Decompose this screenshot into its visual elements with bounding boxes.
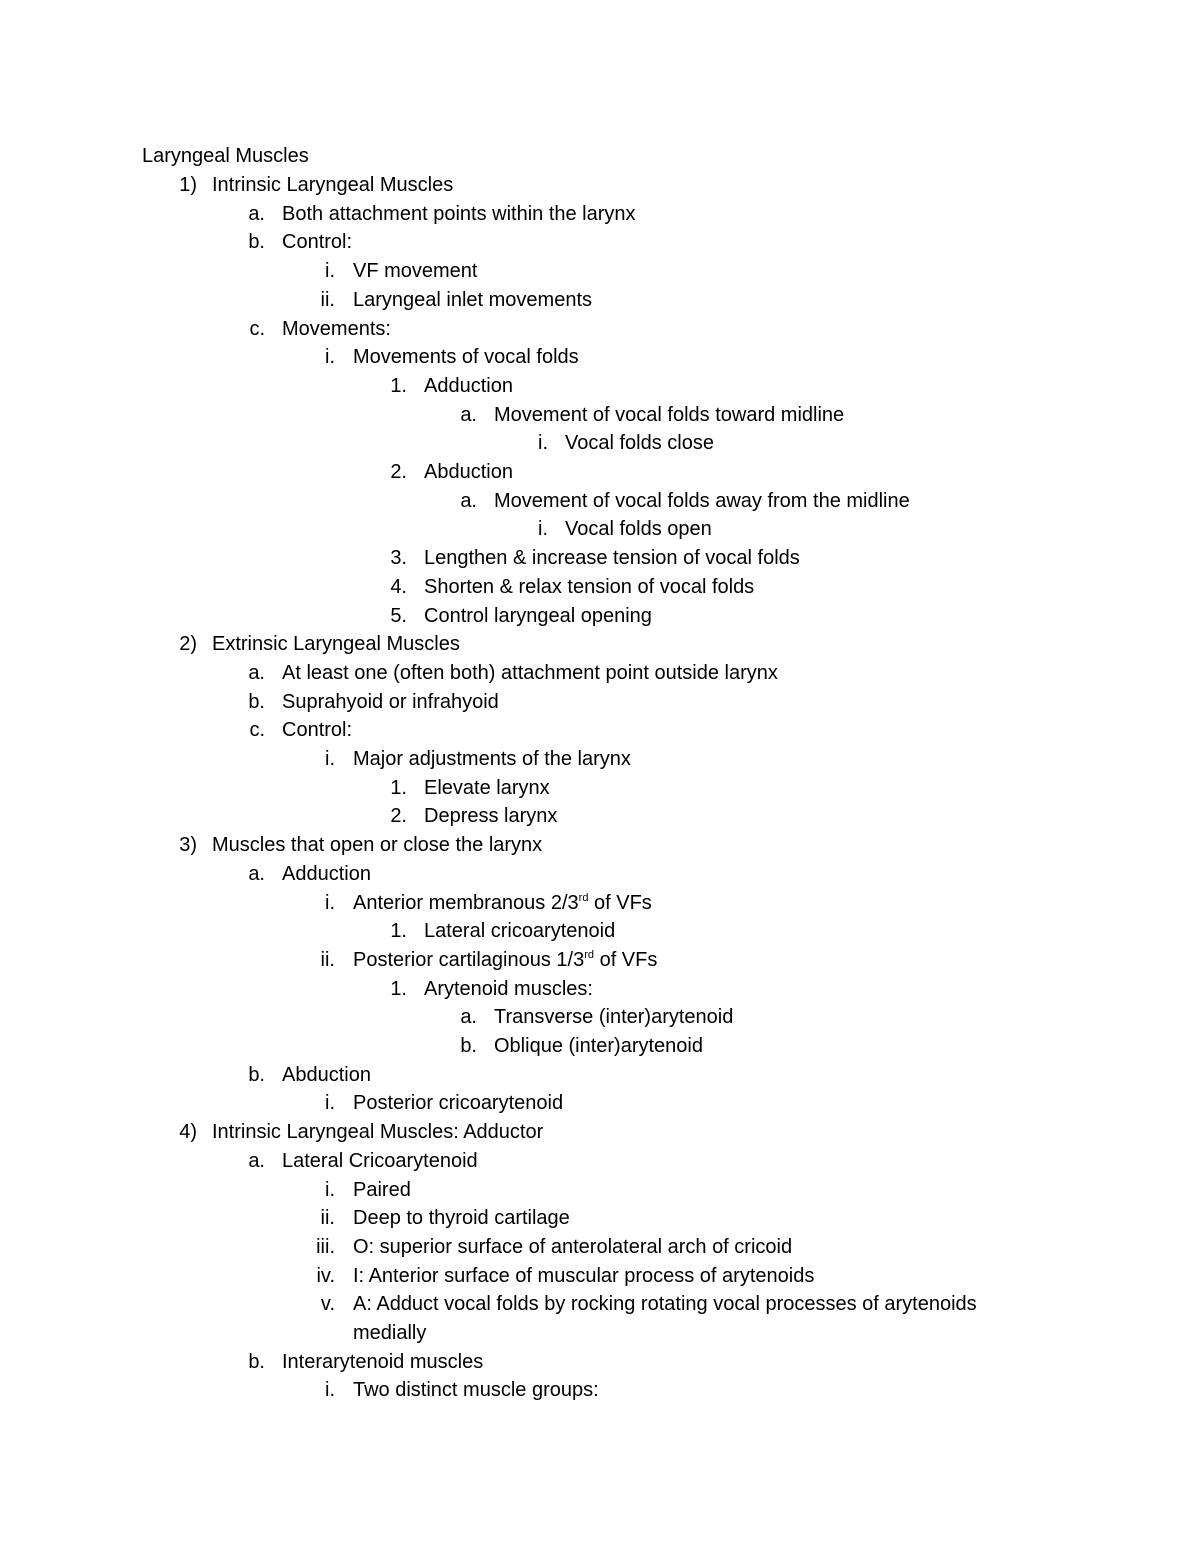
list-item-main: Vocal folds close [565,432,714,455]
list-marker: 2) [179,633,197,656]
list-marker: 4. [390,575,407,598]
list-item-main: Abduction [282,1063,371,1086]
list-marker: 2. [390,461,407,483]
outline-item [0,401,1200,429]
list-marker: b. [460,1035,477,1057]
list-marker: 1. [390,776,407,799]
list-item-suffix: of VFs [594,948,658,971]
list-item-text [353,745,631,773]
outline-item [0,1003,1200,1031]
list-item-main: Oblique (inter)arytenoid [494,1035,703,1057]
outline-item [0,774,1200,802]
list-item-main: Movement of vocal folds away from the midline [494,489,910,512]
list-marker: iv. [316,1264,335,1287]
list-item-main: A: Adduct vocal folds by rocking rotating vocal processes of arytenoids [353,1293,977,1316]
list-item-main: Transverse (inter)arytenoid [494,1006,734,1029]
list-item-main: Both attachment points within the larynx [282,202,636,225]
outline-item [0,688,1200,716]
outline-item [0,487,1200,515]
outline-item [0,745,1200,773]
outline-item [0,1319,1200,1347]
list-marker: i. [325,260,335,283]
list-item-text [494,487,910,515]
list-marker: iii. [316,1235,335,1258]
list-item-main: O: superior surface of anterolateral arch of cricoid [353,1235,793,1258]
list-item-main: VF movement [353,260,478,283]
list-marker: 1. [390,920,407,943]
list-marker: ii. [320,1207,335,1230]
list-item-text [494,1003,733,1031]
outline-item [0,946,1200,974]
outline-item [0,257,1200,285]
list-item-text [565,429,714,457]
list-item-text [353,1376,599,1404]
list-item-main: Elevate larynx [424,776,550,799]
list-marker: v. [320,1293,335,1316]
list-item-main: Lateral cricoarytenoid [424,920,616,943]
list-item-main: Control laryngeal opening [424,604,652,627]
list-item-main: Movement of vocal folds toward midline [494,403,845,426]
list-marker: 1) [179,174,197,196]
list-item-main: Abduction [424,461,513,483]
list-item-text [282,659,778,687]
list-item-text [282,688,499,716]
list-item-text [424,602,652,630]
list-item-main: Intrinsic Laryngeal Muscles: Adductor [212,1121,544,1144]
list-item-text [424,802,557,830]
list-item-text [353,1176,411,1204]
list-item-text [353,1233,792,1261]
outline-item [0,1089,1200,1117]
list-item-text [424,573,754,601]
list-item-text [424,372,513,400]
list-item-text [282,228,352,256]
list-marker: i. [538,518,548,541]
outline-item [0,458,1200,486]
list-item-text [282,716,352,744]
list-item-text [424,458,513,486]
list-marker: a. [248,1149,265,1172]
list-marker: 3. [390,547,407,570]
list-marker: a. [460,1006,477,1029]
list-item-text [353,257,477,285]
outline-item [0,372,1200,400]
list-marker: a. [460,403,477,426]
outline-item [0,659,1200,687]
list-item-text [353,946,657,974]
list-item-main: Extrinsic Laryngeal Muscles [212,633,460,656]
list-item-text [424,917,615,945]
list-item-text [282,1061,371,1089]
list-marker: 2. [390,805,407,828]
list-marker: b. [248,1350,265,1373]
list-marker: b. [248,1063,265,1086]
outline-item [0,573,1200,601]
list-item-main: Movements of vocal folds [353,346,579,369]
list-item-main: Lengthen & increase tension of vocal folds [424,547,800,570]
list-item-main: Shorten & relax tension of vocal folds [424,575,755,598]
list-item-text [282,1147,478,1175]
list-item-text [282,200,636,228]
outline-item [0,1290,1200,1318]
list-item-main: Paired [353,1178,411,1201]
list-item-main: At least one (often both) attachment point outside larynx [282,661,778,684]
list-item-text [565,515,712,543]
outline-item [0,1204,1200,1232]
list-marker: c. [249,719,265,742]
outline-item [0,1262,1200,1290]
list-item-text [353,343,579,371]
list-item-main: medially [353,1322,427,1344]
list-item-text [353,1319,426,1347]
list-item-suffix: of VFs [588,891,652,914]
list-item-text [282,860,371,888]
outline-item [0,1348,1200,1376]
list-marker: i. [325,1178,335,1201]
list-marker: c. [249,317,265,340]
list-marker: i. [325,1379,335,1402]
list-marker: a. [460,489,477,512]
list-item-text [212,171,453,199]
outline-item [0,1118,1200,1146]
list-item-text [424,544,800,572]
list-item-main: Movements: [282,317,391,340]
list-marker: i. [325,891,335,914]
list-marker: 1. [390,374,407,397]
list-item-text [212,1118,543,1146]
outline-item [0,200,1200,228]
list-item-main: Vocal folds open [565,518,712,541]
list-item-main: Lateral Cricoarytenoid [282,1149,478,1172]
list-item-main: Deep to thyroid cartilage [353,1207,570,1230]
outline-item [0,802,1200,830]
outline-item [0,630,1200,658]
list-marker: i. [325,748,335,770]
list-item-main: Major adjustments of the larynx [353,748,631,770]
list-item-text [424,774,550,802]
list-item-main: Two distinct muscle groups: [353,1379,599,1402]
list-item-text [212,630,460,658]
list-marker: 1. [390,977,407,1000]
list-marker: 5. [390,604,407,627]
list-item-main: Control: [282,231,353,254]
list-item-text [353,889,652,917]
outline-item [0,1376,1200,1404]
list-item-main: Suprahyoid or infrahyoid [282,690,499,713]
list-marker: ii. [320,948,335,971]
outline-item [0,544,1200,572]
outline-item [0,860,1200,888]
outline-item [0,917,1200,945]
list-item-main: Posterior cartilaginous 1/3 [353,948,585,971]
list-marker: ii. [320,288,335,311]
list-item-main: Posterior cricoarytenoid [353,1092,564,1115]
list-marker: b. [248,231,265,254]
superscript: rd [584,948,595,961]
outline-item [0,831,1200,859]
list-marker: i. [325,1092,335,1115]
list-item-text [282,1348,483,1376]
list-item-main: Depress larynx [424,805,558,828]
outline-item [0,228,1200,256]
list-marker: 4) [179,1121,197,1144]
list-item-text [424,975,593,1003]
outline-item [0,1176,1200,1204]
outline-item [0,171,1200,199]
outline-item [0,1061,1200,1089]
list-item-main: Interarytenoid muscles [282,1350,484,1373]
list-marker: a. [248,661,265,684]
outline-item [0,889,1200,917]
outline-item [0,286,1200,314]
list-marker: i. [325,346,335,369]
outline-item [0,1032,1200,1060]
list-item-text [353,286,592,314]
list-marker: i. [538,432,548,455]
document-title: Laryngeal Muscles [142,145,309,167]
list-item-text [282,315,391,343]
outline-item [0,515,1200,543]
list-item-main: Adduction [282,862,371,885]
list-item-text [494,1032,703,1060]
list-marker: a. [248,202,265,225]
list-item-main: Control: [282,719,353,742]
list-marker: 3) [179,834,197,857]
superscript: rd [578,891,589,904]
list-item-text [212,831,542,859]
outline-item [0,1233,1200,1261]
list-item-text [494,401,844,429]
outline-item [0,343,1200,371]
outline-item [0,716,1200,744]
list-item-main: Arytenoid muscles: [424,977,593,1000]
outline-item [0,1147,1200,1175]
list-item-main: Anterior membranous 2/3 [353,891,579,914]
outline-item [0,602,1200,630]
list-item-text [353,1204,570,1232]
outline-item [0,315,1200,343]
outline-item [0,975,1200,1003]
list-item-main: Adduction [424,374,513,397]
list-item-main: Laryngeal inlet movements [353,288,593,311]
list-item-main: Intrinsic Laryngeal Muscles [212,174,454,196]
list-item-main: Muscles that open or close the larynx [212,834,543,857]
list-item-text [353,1089,563,1117]
outline-item [0,429,1200,457]
list-item-text [353,1290,977,1318]
list-item-text [353,1262,814,1290]
list-item-main: I: Anterior surface of muscular process of arytenoids [353,1264,815,1287]
list-marker: a. [248,862,265,885]
list-marker: b. [248,690,265,713]
